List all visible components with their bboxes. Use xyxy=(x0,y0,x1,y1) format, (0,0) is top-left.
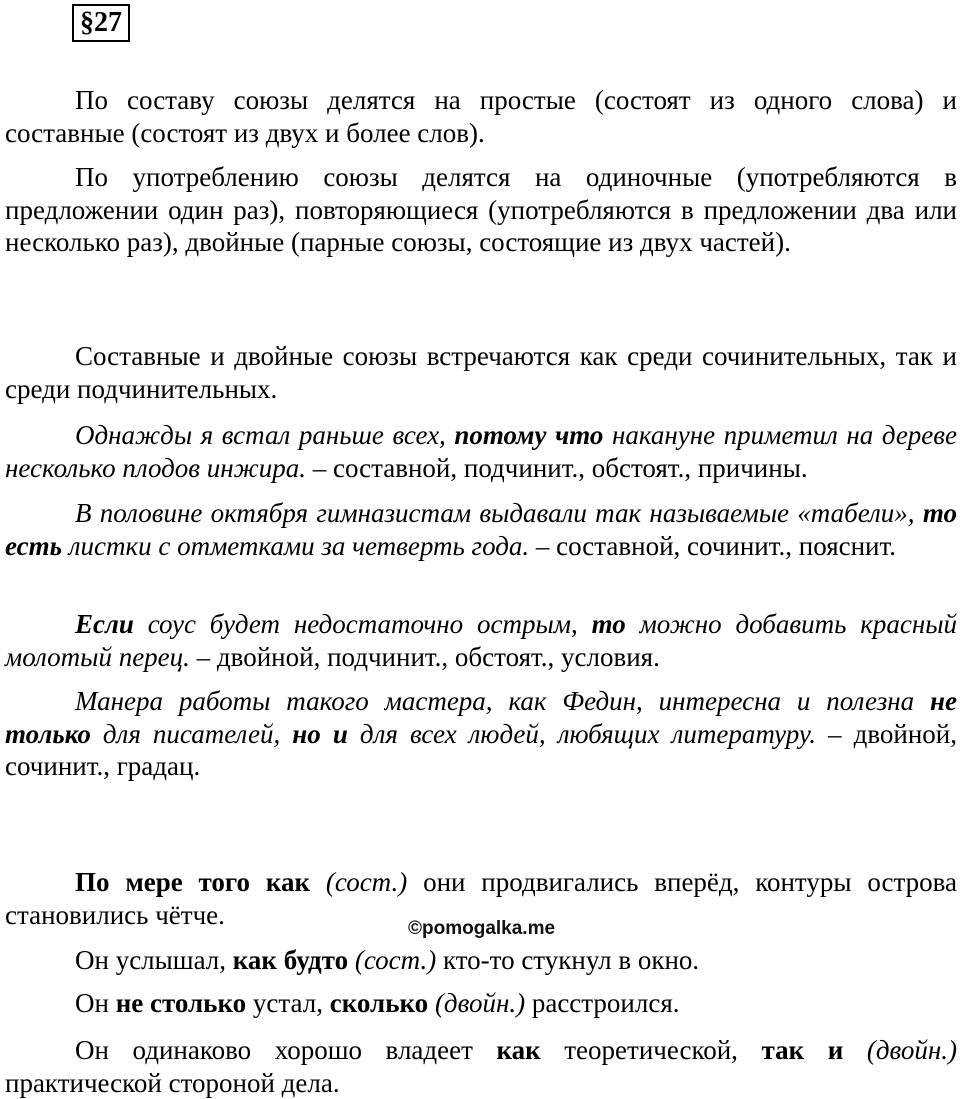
paragraph-text: По составу союзы делятся на простые (состоят из одного слова) и составные (состоят из двух и более слов). xyxy=(5,85,957,148)
example-text: соус будет недостаточно острым, xyxy=(133,609,592,639)
example-sentence-7 xyxy=(5,987,957,1020)
example-text: для всех людей, любящих литературу. xyxy=(347,718,816,749)
example-text: Он услышал, xyxy=(75,945,233,975)
example-text: устал, xyxy=(246,988,330,1018)
example-text: для писателей, xyxy=(90,718,293,749)
example-text: Он xyxy=(75,988,116,1018)
conjunction: Если xyxy=(75,609,134,639)
analysis-note: – двойной, сочинит., градац. xyxy=(5,718,957,781)
paragraph-text: Составные и двойные союзы встречаются как среди сочинительных, так и среди подчинительных. xyxy=(5,341,957,404)
watermark: ©pomogalka.me xyxy=(408,918,556,939)
conjunction-type-mark: (сост.) xyxy=(354,945,437,975)
example-text: расстроился. xyxy=(525,988,680,1018)
conjunction-type-mark: (двойн.) xyxy=(866,1035,957,1065)
paragraph-composition xyxy=(5,84,957,149)
example-text: В половине октября гимназистам выдавали так называемые «табели», xyxy=(75,498,923,528)
analysis-note: – составной, сочинит., пояснит. xyxy=(529,530,897,561)
conjunction: не столько xyxy=(115,988,247,1018)
conjunction: не только xyxy=(5,686,957,749)
example-sentence-1 xyxy=(5,419,957,484)
example-sentence-6 xyxy=(5,944,957,977)
section-number: §27 xyxy=(72,4,130,42)
conjunction: По мере того как xyxy=(75,867,311,897)
example-text: они продвигались вперёд, контуры острова становились чётче. xyxy=(5,867,957,930)
example-text: листки с отметками за четверть года. xyxy=(61,530,530,561)
conjunction: сколько xyxy=(329,988,429,1018)
paragraph-usage xyxy=(5,161,957,259)
conjunction: то есть xyxy=(5,498,957,561)
conjunction: как xyxy=(496,1035,541,1065)
paragraph-text: По употреблению союзы делятся на одиночные (употребляются в предложении один раз), повторяющиеся (употребляются в предложении два или несколько раз), двойные (парные союзы, состоящие из двух частей). xyxy=(5,162,957,257)
conjunction: как будто xyxy=(232,945,349,975)
example-sentence-3 xyxy=(5,608,957,673)
example-sentence-2 xyxy=(5,497,957,562)
example-sentence-4 xyxy=(5,685,957,783)
example-text: Однажды я встал раньше всех, xyxy=(75,420,455,450)
example-text: теоретической, xyxy=(540,1035,762,1065)
conjunction: то xyxy=(591,609,626,639)
conjunction: так и xyxy=(761,1035,844,1065)
example-text: Он одинаково хорошо владеет xyxy=(75,1035,497,1065)
conjunction-type-mark: (двойн.) xyxy=(434,988,526,1018)
example-text: накануне приметил на дереве несколько плодов инжира. xyxy=(5,420,957,483)
example-text: Манера работы такого мастера, как Федин, интересна и полезна xyxy=(75,686,931,716)
analysis-note: – составной, подчинит., обстоят., причины. xyxy=(305,452,808,483)
conjunction: но и xyxy=(292,718,348,749)
example-text: кто-то стукнул в окно. xyxy=(436,945,700,975)
conjunction-type-mark: (сост.) xyxy=(325,867,408,897)
example-text: практической стороной дела. xyxy=(5,1067,340,1098)
example-text: можно добавить красный молотый перец. xyxy=(5,609,958,672)
conjunction: потому что xyxy=(454,420,604,450)
paragraph-composite-double xyxy=(5,340,957,405)
analysis-note: – двойной, подчинит., обстоят., условия. xyxy=(189,641,660,672)
example-sentence-8 xyxy=(5,1034,957,1099)
